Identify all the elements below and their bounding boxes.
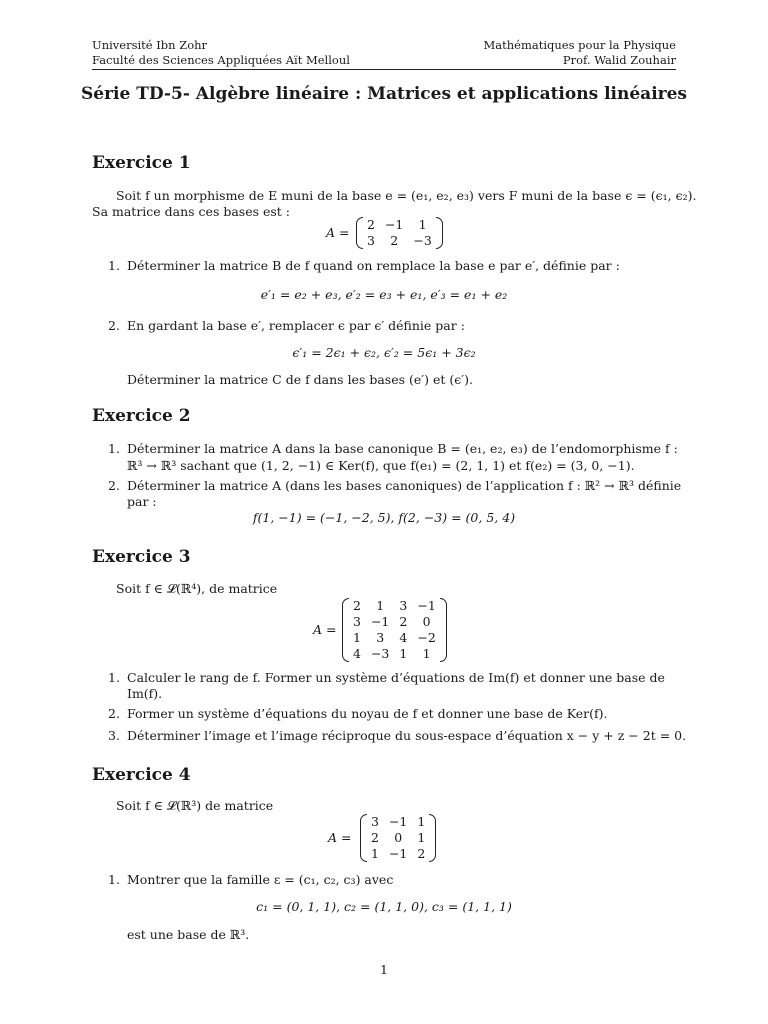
exercise-3-q3-number: 3. xyxy=(108,728,120,743)
exercise-4-q1-conclusion: est une base de ℝ³. xyxy=(127,927,250,942)
matrix-row xyxy=(348,614,441,630)
matrix-grid xyxy=(362,217,437,249)
matrix-cell: −1 xyxy=(384,217,404,232)
left-bracket xyxy=(356,217,363,249)
exercise-1-q2-conclusion: Déterminer la matrice C de f dans les bases (e′) et (ϵ′). xyxy=(127,372,473,387)
page-title: Série TD-5- Algèbre linéaire : Matrices et applications linéaires xyxy=(80,84,687,104)
exercise-1-intro-line-1: Soit f un morphisme de E muni de la base e = (e₁, e₂, e₃) vers F muni de la base ϵ = (ϵ₁, ϵ₂). xyxy=(116,188,697,203)
exercise-2-q2-number: 2. xyxy=(108,478,120,493)
exercise-2-q1-line-1: Déterminer la matrice A dans la base canonique B = (e₁, e₂, e₃) de l’endomorphisme f : xyxy=(127,441,678,456)
exercise-1-matrix-label: A = xyxy=(326,225,350,240)
exercise-1-q2-text: En gardant la base e′, remplacer ϵ par ϵ′ définie par : xyxy=(127,318,465,333)
right-bracket xyxy=(440,598,447,662)
matrix-grid xyxy=(366,814,430,862)
matrix-cell: 3 xyxy=(376,630,385,645)
matrix-cell: 2 xyxy=(390,233,399,248)
right-bracket xyxy=(436,217,443,249)
matrix-cell: 2 xyxy=(399,614,408,629)
exercise-2-q2-line-1: Déterminer la matrice A (dans les bases canoniques) de l’application f : ℝ² → ℝ³ définie xyxy=(127,478,682,493)
matrix-cell: 3 xyxy=(399,598,408,613)
exercise-3-q2-text: Former un système d’équations du noyau de f et donner une base de Ker(f). xyxy=(127,706,608,721)
matrix-cell: 1 xyxy=(376,598,385,613)
exercise-3-q1-line-1: Calculer le rang de f. Former un système d’équations de Im(f) et donner une base de xyxy=(127,670,665,685)
matrix-cell: 1 xyxy=(399,646,408,661)
course-name: Mathématiques pour la Physique xyxy=(483,38,676,52)
matrix-cell: −3 xyxy=(413,233,432,248)
exercise-3-intro: Soit f ∈ 𝓛(ℝ⁴), de matrice xyxy=(116,581,278,596)
exercise-4-matrix xyxy=(366,814,430,862)
exercise-1-q1-equation: e′₁ = e₂ + e₃, e′₂ = e₃ + e₁, e′₃ = e₁ + e₂ xyxy=(260,287,508,302)
matrix-cell: 3 xyxy=(371,814,379,829)
exercise-4-q1-number: 1. xyxy=(108,872,120,887)
exercise-2-heading: Exercice 2 xyxy=(92,406,191,426)
matrix-row xyxy=(366,814,430,830)
exercise-4-intro: Soit f ∈ 𝓛(ℝ³) de matrice xyxy=(116,798,274,813)
exercise-1-q2-equation: ϵ′₁ = 2ϵ₁ + ϵ₂, ϵ′₂ = 5ϵ₁ + 3ϵ₂ xyxy=(292,345,476,360)
exercise-1-heading: Exercice 1 xyxy=(92,153,191,173)
header-right xyxy=(484,38,677,68)
exercise-3-q2-number: 2. xyxy=(108,706,120,721)
matrix-cell: 1 xyxy=(371,846,379,861)
exercise-4-q1-equation: c₁ = (0, 1, 1), c₂ = (1, 1, 0), c₃ = (1, 1, 1) xyxy=(256,899,512,914)
matrix-cell: 3 xyxy=(353,614,361,629)
header-divider xyxy=(92,69,676,70)
professor-name: Prof. Walid Zouhair xyxy=(562,53,676,67)
matrix-cell: 1 xyxy=(417,814,426,829)
matrix-row xyxy=(348,630,441,646)
matrix-cell: 3 xyxy=(367,233,375,248)
matrix-row xyxy=(362,217,437,233)
matrix-cell: −1 xyxy=(388,846,408,861)
page-number: 1 xyxy=(380,962,388,977)
matrix-cell: 4 xyxy=(399,630,408,645)
matrix-row xyxy=(362,233,437,249)
matrix-cell: 2 xyxy=(367,217,375,232)
matrix-cell: −1 xyxy=(370,614,390,629)
matrix-row xyxy=(348,598,441,614)
exercise-3-matrix-label: A = xyxy=(313,622,337,637)
matrix-grid xyxy=(348,598,441,662)
exercise-1-matrix xyxy=(362,217,437,249)
matrix-cell: −1 xyxy=(388,814,408,829)
matrix-cell: −3 xyxy=(370,646,390,661)
exercise-1-q1-number: 1. xyxy=(108,258,120,273)
exercise-4-q1-text: Montrer que la famille ε = (c₁, c₂, c₃) avec xyxy=(127,872,394,887)
matrix-cell: 1 xyxy=(418,217,427,232)
matrix-cell: 1 xyxy=(422,646,431,661)
matrix-cell: 1 xyxy=(417,830,426,845)
exercise-3-matrix xyxy=(348,598,441,662)
exercise-1-q2-number: 2. xyxy=(108,318,120,333)
matrix-cell: −1 xyxy=(417,598,436,613)
faculty-name: Faculté des Sciences Appliquées Aït Melloul xyxy=(92,53,350,67)
matrix-cell: 4 xyxy=(353,646,361,661)
matrix-cell: 0 xyxy=(394,830,403,845)
exercise-2-q2-line-2: par : xyxy=(127,494,157,509)
exercise-2-q2-equation: f(1, −1) = (−1, −2, 5), f(2, −3) = (0, 5, 4) xyxy=(252,510,516,525)
matrix-cell: 2 xyxy=(353,598,361,613)
matrix-row xyxy=(348,646,441,662)
matrix-row xyxy=(366,830,430,846)
university-name: Université Ibn Zohr xyxy=(92,38,208,52)
exercise-3-q3-text: Déterminer l’image et l’image réciproque du sous-espace d’équation x − y + z − 2t = 0. xyxy=(127,728,687,743)
matrix-cell: 2 xyxy=(371,830,379,845)
matrix-cell: 2 xyxy=(417,846,426,861)
left-bracket xyxy=(360,814,367,862)
exercise-4-heading: Exercice 4 xyxy=(92,765,191,785)
exercise-4-matrix-label: A = xyxy=(328,830,352,845)
exercise-3-q1-number: 1. xyxy=(108,670,120,685)
matrix-cell: 1 xyxy=(353,630,361,645)
matrix-cell: 0 xyxy=(422,614,431,629)
matrix-row xyxy=(366,846,430,862)
matrix-cell: −2 xyxy=(417,630,436,645)
right-bracket xyxy=(429,814,436,862)
exercise-2-q1-number: 1. xyxy=(108,441,120,456)
exercise-2-q1-line-2: ℝ³ → ℝ³ sachant que (1, 2, −1) ∈ Ker(f), que f(e₁) = (2, 1, 1) et f(e₂) = (3, 0, −1). xyxy=(127,458,635,473)
exercise-3-heading: Exercice 3 xyxy=(92,547,191,567)
exercise-1-q1-text: Déterminer la matrice B de f quand on remplace la base e par e′, définie par : xyxy=(127,258,620,273)
exercise-1-intro-line-2: Sa matrice dans ces bases est : xyxy=(92,204,291,219)
header-left xyxy=(92,38,350,68)
exercise-3-q1-line-2: Im(f). xyxy=(127,686,163,701)
left-bracket xyxy=(342,598,349,662)
